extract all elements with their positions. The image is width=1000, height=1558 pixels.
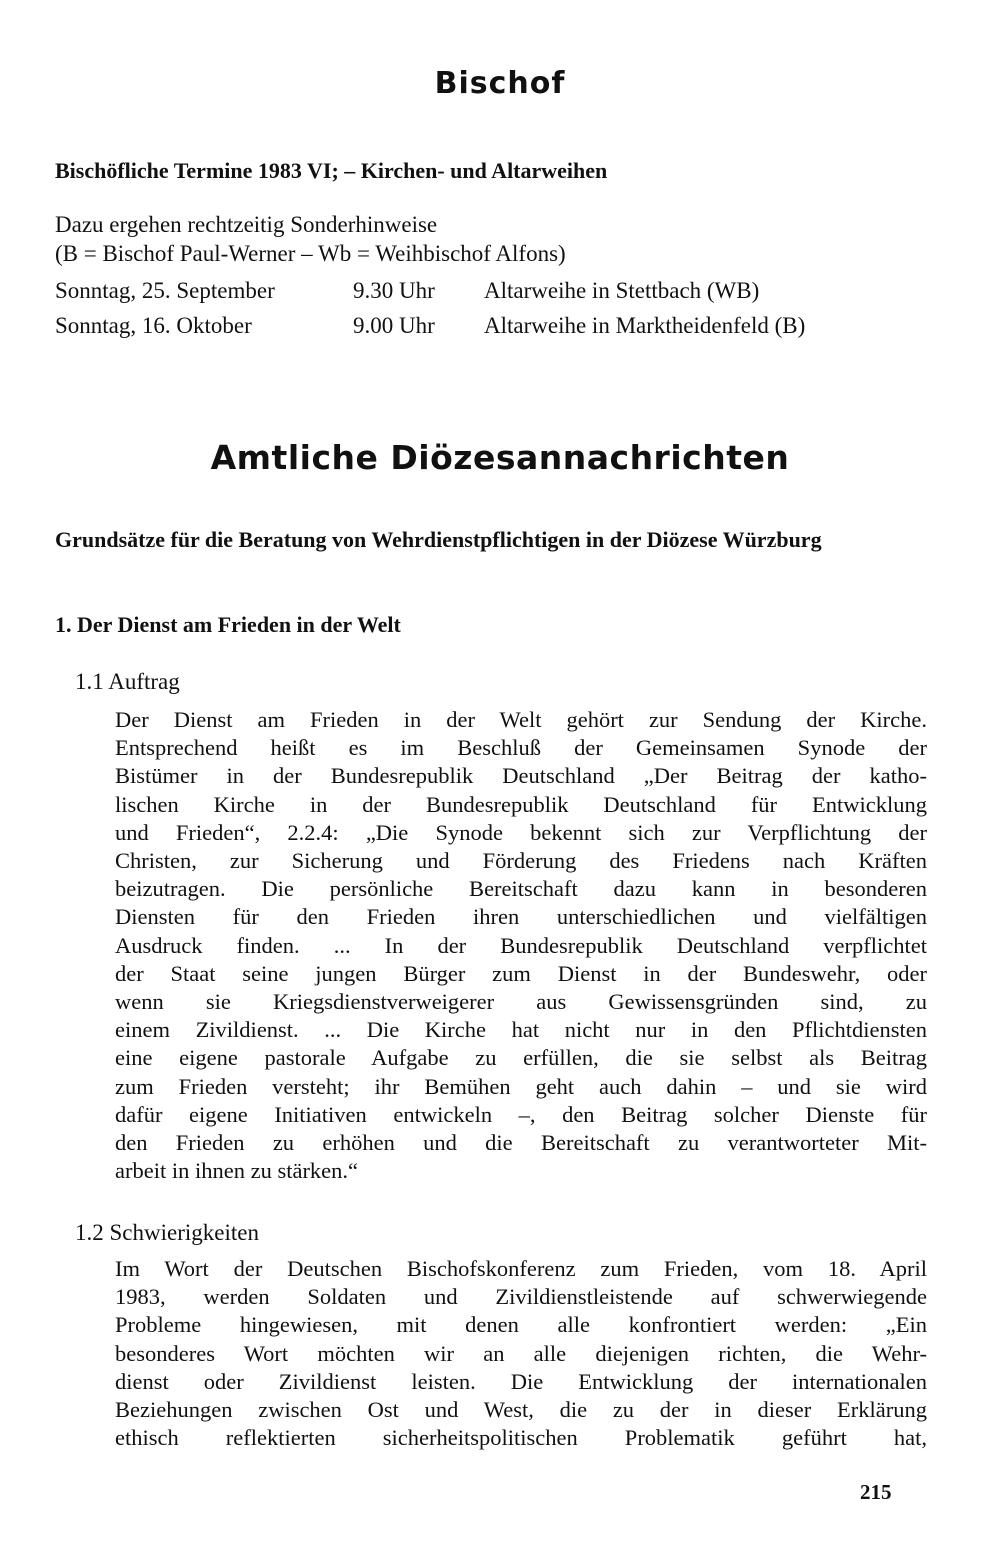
paragraph-schwierigkeiten [115, 1255, 927, 1452]
text-line: eine eigene pastorale Aufgabe zu erfüllen, die sie selbst als Beitrag [115, 1045, 927, 1071]
schedule-event: Altarweihe in Stettbach (WB) [484, 278, 760, 303]
text-line: Entsprechend heißt es im Beschluß der Gemeinsamen Synode der [115, 735, 927, 761]
text-line: dafür eigene Initiativen entwickeln –, den Beitrag solcher Dienste für [115, 1101, 927, 1127]
text-line: 1983, werden Soldaten und Zivildienstleistende auf schwerwiegende [115, 1284, 927, 1310]
text-line: den Frieden zu erhöhen und die Bereitschaft zu verantworteter Mit- [115, 1130, 927, 1156]
text-line: Beziehungen zwischen Ost und West, die zu der in dieser Erklärung [115, 1397, 927, 1423]
text-line: Probleme hingewiesen, mit denen alle konfrontiert werden: „Ein [115, 1312, 927, 1338]
text-line: beizutragen. Die persönliche Bereitschaft dazu kann in besonderen [115, 876, 927, 902]
intro-line: (B = Bischof Paul-Werner – Wb = Weihbischof Alfons) [55, 241, 566, 266]
section-title-bischof: Bischof [434, 66, 566, 101]
text-line: besonderes Wort möchten wir an alle diejenigen richten, die Wehr- [115, 1340, 927, 1366]
text-line: und Frieden“, 2.2.4: „Die Synode bekennt sich zur Verpflichtung der [115, 819, 927, 845]
schedule-day: Sonntag, 16. Oktober [55, 313, 252, 338]
section-1-heading: 1. Der Dienst am Frieden in der Welt [55, 612, 401, 637]
paragraph-auftrag [115, 706, 927, 1185]
subsection-1-2-heading: 1.2 Schwierigkeiten [75, 1220, 259, 1245]
text-line: der Staat seine jungen Bürger zum Dienst in der Bundeswehr, oder [115, 960, 927, 986]
text-line: ethisch reflektierten sicherheitspolitischen Problematik geführt hat, [115, 1425, 927, 1451]
text-line: einem Zivildienst. ... Die Kirche hat nicht nur in den Pflichtdiensten [115, 1017, 927, 1043]
text-line: dienst oder Zivildienst leisten. Die Entwicklung der internationalen [115, 1368, 927, 1394]
text-line: zum Frieden versteht; ihr Bemühen geht auch dahin – und sie wird [115, 1073, 927, 1099]
schedule-event: Altarweihe in Marktheidenfeld (B) [484, 313, 806, 338]
termine-heading: Bischöfliche Termine 1983 VI; – Kirchen- und Altarweihen [55, 158, 608, 183]
text-line: wenn sie Kriegsdienstverweigerer aus Gewissensgründen sind, zu [115, 989, 927, 1015]
subsection-1-1-heading: 1.1 Auftrag [75, 669, 180, 694]
text-line: lischen Kirche in der Bundesrepublik Deutschland für Entwicklung [115, 791, 927, 817]
text-line: Diensten für den Frieden ihren unterschiedlichen und vielfältigen [115, 904, 927, 930]
grundsaetze-heading: Grundsätze für die Beratung von Wehrdienstpflichtigen in der Diözese Würzburg [55, 527, 822, 552]
text-line: Der Dienst am Frieden in der Welt gehört zur Sendung der Kirche. [115, 707, 927, 732]
schedule-day: Sonntag, 25. September [55, 278, 275, 303]
text-line: Im Wort der Deutschen Bischofskonferenz zum Frieden, vom 18. April [115, 1256, 927, 1281]
intro-line: Dazu ergehen rechtzeitig Sonderhinweise [55, 212, 438, 237]
text-line: Christen, zur Sicherung und Förderung des Friedens nach Kräften [115, 848, 927, 874]
page-number: 215 [860, 1480, 892, 1504]
section-title-dioezesannachrichten: Amtliche Diözesannachrichten [210, 438, 790, 477]
schedule-time: 9.00 Uhr [353, 313, 435, 338]
text-line: arbeit in ihnen zu stärken.“ [115, 1158, 359, 1184]
text-line: Ausdruck finden. ... In der Bundesrepublik Deutschland verpflichtet [115, 932, 927, 958]
text-line: Bistümer in der Bundesrepublik Deutschland „Der Beitrag der katho- [115, 763, 927, 789]
schedule-time: 9.30 Uhr [353, 278, 435, 303]
